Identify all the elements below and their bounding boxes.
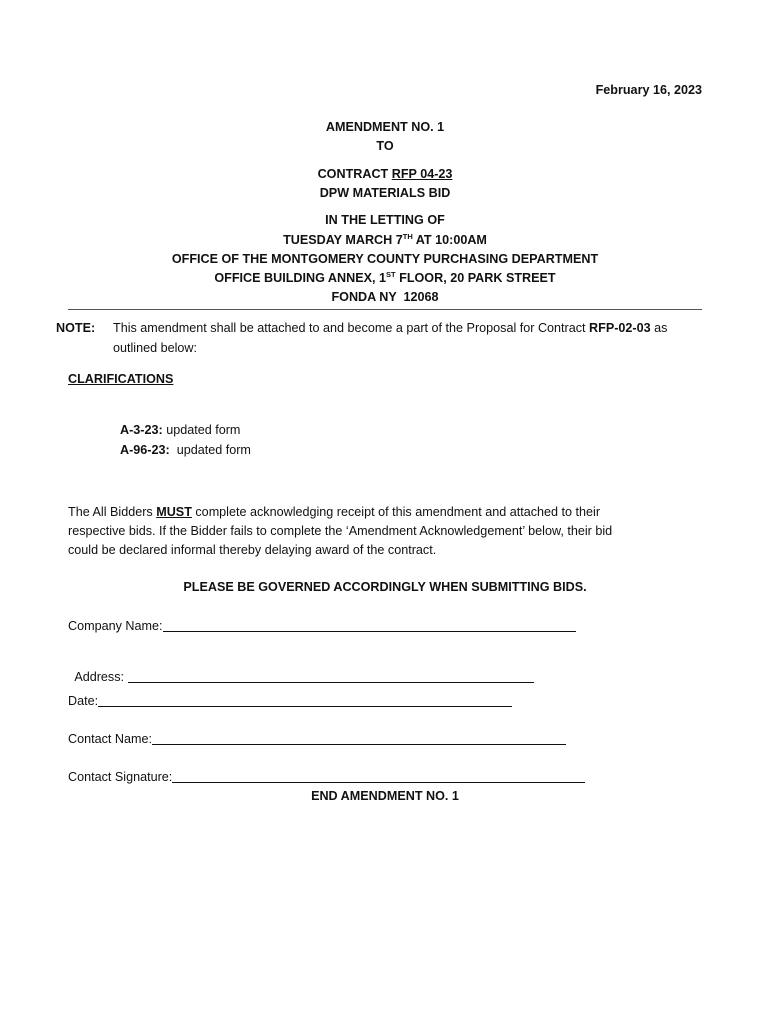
instructions-line-3: could be declared informal thereby delaying award of the contract.	[68, 543, 437, 557]
address-label: Address:	[74, 670, 128, 684]
clarification-code: A-3-23:	[120, 423, 163, 437]
clarification-item	[113, 429, 251, 457]
company-name-field[interactable]	[163, 620, 576, 632]
letting-date	[0, 233, 770, 247]
contact-name-row	[68, 732, 566, 746]
letting-date-text: TUESDAY MARCH 7	[283, 233, 403, 247]
note-text-line2: outlined below:	[113, 341, 198, 355]
contact-signature-field[interactable]	[172, 771, 585, 783]
document-date: February 16, 2023	[595, 83, 702, 97]
building-address-rest: FLOOR, 20 PARK STREET	[395, 271, 556, 285]
date-label: Date:	[68, 694, 99, 708]
date-row	[68, 694, 512, 708]
city-line: FONDA NY 12068	[331, 290, 439, 304]
amendment-to: TO	[376, 139, 394, 153]
address-field[interactable]	[128, 671, 534, 683]
contact-name-field[interactable]	[152, 733, 566, 745]
date-field[interactable]	[98, 695, 512, 707]
contract-line	[0, 167, 770, 181]
clarification-code: A-96-23:	[120, 443, 170, 457]
governed-notice: PLEASE BE GOVERNED ACCORDINGLY WHEN SUBMITTING BIDS.	[183, 580, 587, 594]
company-name-label: Company Name:	[68, 619, 163, 633]
building-address-text: OFFICE BUILDING ANNEX, 1	[214, 271, 387, 285]
note-text-end: as	[650, 321, 668, 335]
building-address	[0, 271, 770, 285]
contract-prefix: CONTRACT	[317, 167, 392, 181]
instructions-intro: The All Bidders	[68, 505, 157, 519]
clarifications-heading: CLARIFICATIONS	[68, 372, 174, 386]
note-label: NOTE:	[56, 321, 96, 335]
letting-date-suffix: TH	[402, 232, 413, 241]
clarification-text: updated form	[169, 443, 251, 457]
instructions-line-1	[68, 505, 600, 519]
clarification-text: updated form	[162, 423, 241, 437]
address-row	[68, 656, 534, 684]
letting-time: AT 10:00AM	[412, 233, 487, 247]
bid-title: DPW MATERIALS BID	[319, 186, 451, 200]
amendment-title: AMENDMENT NO. 1	[325, 120, 445, 134]
letting-intro: IN THE LETTING OF	[325, 213, 445, 227]
instructions-rest: complete acknowledging receipt of this amendment and attached to their	[191, 505, 601, 519]
instructions-line-2: respective bids. If the Bidder fails to complete the ‘Amendment Acknowledgement’ below, their bid	[68, 524, 613, 538]
company-name-row	[68, 619, 576, 633]
note-contract-ref: RFP-02-03	[589, 321, 651, 335]
header-divider	[68, 309, 702, 310]
note-text	[113, 321, 667, 335]
contact-signature-row	[68, 770, 585, 784]
office-name: OFFICE OF THE MONTGOMERY COUNTY PURCHASING DEPARTMENT	[171, 252, 599, 266]
floor-suffix: ST	[386, 270, 396, 279]
contact-signature-label: Contact Signature:	[68, 770, 173, 784]
contact-name-label: Contact Name:	[68, 732, 152, 746]
note-text-intro: This amendment shall be attached to and become a part of the Proposal for Contract	[113, 321, 590, 335]
contract-id: RFP 04-23	[391, 167, 453, 181]
instructions-must: MUST	[156, 505, 192, 519]
end-amendment: END AMENDMENT NO. 1	[311, 789, 459, 803]
